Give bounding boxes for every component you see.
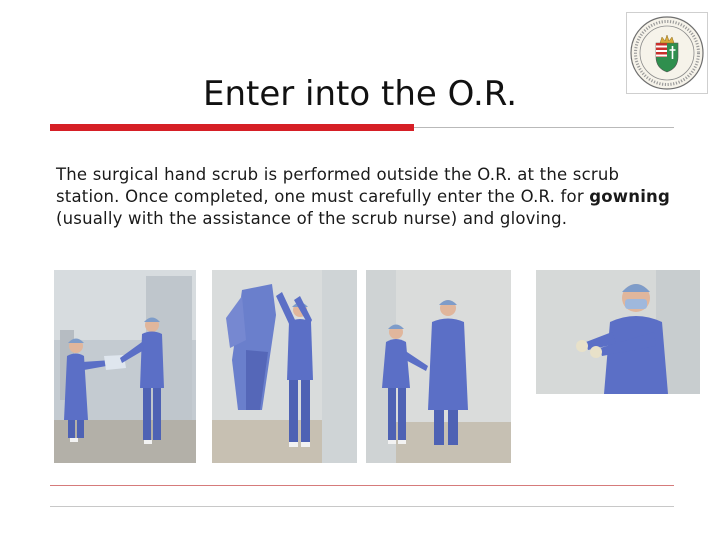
- footer-gray-line: [50, 506, 674, 507]
- footer-red-line: [50, 485, 674, 486]
- photo-raising-gown: [212, 270, 357, 463]
- body-text-part: The surgical hand scrub is performed outside the O.R. at the scrub station. Once completed, one must carefully enter the O.R. for: [56, 165, 620, 206]
- body-text-bold: gowning: [589, 187, 671, 206]
- university-seal-icon: [626, 12, 708, 94]
- slide-title: Enter into the O.R.: [202, 74, 518, 114]
- title-accent-bar: [50, 124, 414, 131]
- body-paragraph: [56, 164, 676, 230]
- photo-tying-gown: [366, 270, 511, 463]
- title-divider-line: [414, 127, 674, 128]
- photo-handing-gown: [54, 270, 196, 463]
- body-text-part: (usually with the assistance of the scrub nurse) and gloving.: [56, 209, 568, 228]
- photo-gloving: [536, 270, 700, 394]
